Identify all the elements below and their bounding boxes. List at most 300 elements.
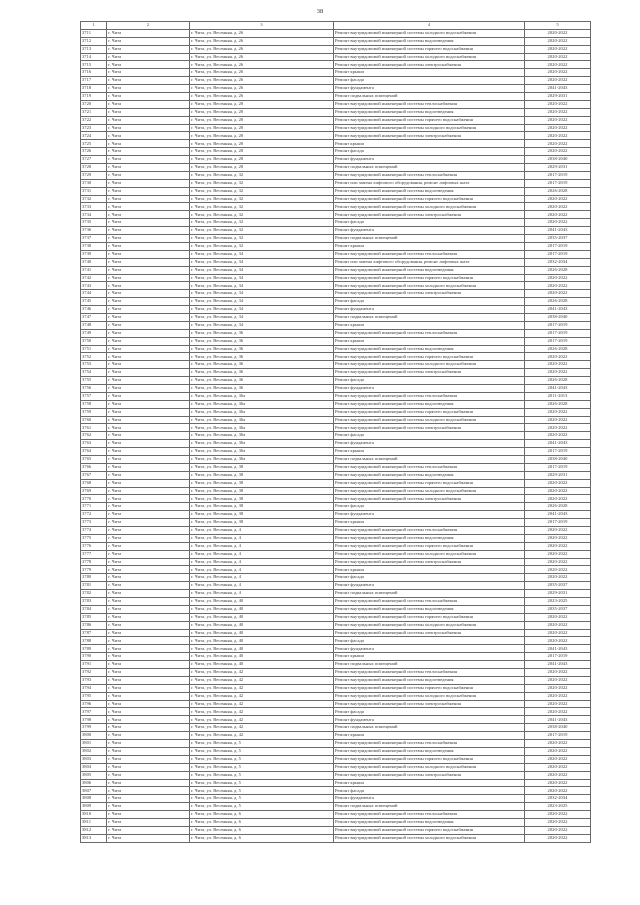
work-type-cell: Ремонт внутридомовой инженерной системы водоотведения: [334, 266, 525, 274]
row-number-cell: 3793: [81, 676, 107, 684]
municipality-cell: г. Чита: [107, 77, 190, 85]
municipality-cell: г. Чита: [107, 100, 190, 108]
municipality-cell: г. Чита: [107, 755, 190, 763]
row-number-cell: 3779: [81, 566, 107, 574]
table-row: [81, 669, 591, 677]
row-number-cell: 3727: [81, 156, 107, 164]
address-cell: г. Чита, ул. Весенняя, д. 42: [190, 724, 334, 732]
period-cell: 2020-2022: [525, 369, 591, 377]
address-cell: г. Чита, ул. Весенняя, д. 38: [190, 503, 334, 511]
table-row: [81, 629, 591, 637]
row-number-cell: 3781: [81, 582, 107, 590]
address-cell: г. Чита, ул. Весенняя, д. 40: [190, 621, 334, 629]
municipality-cell: г. Чита: [107, 527, 190, 535]
table-row: [81, 235, 591, 243]
table-row: [81, 621, 591, 629]
municipality-cell: г. Чита: [107, 211, 190, 219]
row-number-cell: 3803: [81, 755, 107, 763]
row-number-cell: 3766: [81, 463, 107, 471]
period-cell: 2041-2043: [525, 645, 591, 653]
work-type-cell: Ремонт внутридомовой инженерной системы электроснабжения: [334, 61, 525, 69]
address-cell: г. Чита, ул. Весенняя, д. 36: [190, 361, 334, 369]
table-row: [81, 448, 591, 456]
work-type-cell: Ремонт внутридомовой инженерной системы холодного водоснабжения: [334, 550, 525, 558]
table-row: [81, 637, 591, 645]
period-cell: 2017-2019: [525, 250, 591, 258]
table-row: [81, 440, 591, 448]
address-cell: г. Чита, ул. Весенняя, д. 42: [190, 700, 334, 708]
row-number-cell: 3780: [81, 574, 107, 582]
period-cell: 2026-2028: [525, 377, 591, 385]
table-row: [81, 306, 591, 314]
table-row: [81, 503, 591, 511]
period-cell: 2020-2022: [525, 487, 591, 495]
period-cell: 2026-2028: [525, 298, 591, 306]
address-cell: г. Чита, ул. Весенняя, д. 34: [190, 290, 334, 298]
address-cell: г. Чита, ул. Весенняя, д. 5: [190, 755, 334, 763]
address-cell: г. Чита, ул. Весенняя, д. 36а: [190, 448, 334, 456]
work-type-cell: Ремонт внутридомовой инженерной системы холодного водоснабжения: [334, 487, 525, 495]
work-type-cell: Ремонт внутридомовой инженерной системы водоотведения: [334, 108, 525, 116]
work-type-cell: Ремонт подвальных помещений: [334, 235, 525, 243]
municipality-cell: г. Чита: [107, 629, 190, 637]
period-cell: 2017-2019: [525, 463, 591, 471]
row-number-cell: 3711: [81, 29, 107, 37]
table-row: [81, 116, 591, 124]
municipality-cell: г. Чита: [107, 424, 190, 432]
municipality-cell: г. Чита: [107, 156, 190, 164]
work-type-cell: Ремонт внутридомовой инженерной системы теплоснабжения: [334, 392, 525, 400]
municipality-cell: г. Чита: [107, 771, 190, 779]
address-cell: г. Чита, ул. Весенняя, д. 36: [190, 329, 334, 337]
address-cell: г. Чита, ул. Весенняя, д. 28: [190, 156, 334, 164]
work-type-cell: Ремонт фасада: [334, 708, 525, 716]
address-cell: г. Чита, ул. Весенняя, д. 38: [190, 519, 334, 527]
table-row: [81, 755, 591, 763]
municipality-cell: г. Чита: [107, 353, 190, 361]
address-cell: г. Чита, ул. Весенняя, д. 4: [190, 574, 334, 582]
table-row: [81, 590, 591, 598]
period-cell: 2020-2022: [525, 550, 591, 558]
period-cell: 2020-2022: [525, 755, 591, 763]
address-cell: г. Чита, ул. Весенняя, д. 5: [190, 795, 334, 803]
address-cell: г. Чита, ул. Весенняя, д. 42: [190, 732, 334, 740]
row-number-cell: 3718: [81, 85, 107, 93]
table-row: [81, 77, 591, 85]
period-cell: 2041-2043: [525, 440, 591, 448]
period-cell: 2035-2037: [525, 582, 591, 590]
period-cell: 2038-2040: [525, 313, 591, 321]
period-cell: 2020-2022: [525, 108, 591, 116]
column-number-3: 3: [190, 22, 334, 30]
municipality-cell: г. Чита: [107, 732, 190, 740]
work-type-cell: Ремонт внутридомовой инженерной системы электроснабжения: [334, 771, 525, 779]
work-type-cell: Ремонт внутридомовой инженерной системы холодного водоснабжения: [334, 29, 525, 37]
address-cell: г. Чита, ул. Весенняя, д. 32: [190, 211, 334, 219]
work-type-cell: Ремонт внутридомовой инженерной системы водоотведения: [334, 747, 525, 755]
table-row: [81, 795, 591, 803]
work-type-cell: Ремонт фундамента: [334, 306, 525, 314]
period-cell: 2041-2043: [525, 511, 591, 519]
work-type-cell: Ремонт внутридомовой инженерной системы электроснабжения: [334, 629, 525, 637]
table-row: [81, 392, 591, 400]
period-cell: 2020-2022: [525, 740, 591, 748]
period-cell: 2041-2043: [525, 85, 591, 93]
address-cell: г. Чита, ул. Весенняя, д. 36а: [190, 392, 334, 400]
table-row: [81, 53, 591, 61]
row-number-cell: 3813: [81, 834, 107, 842]
work-type-cell: Ремонт внутридомовой инженерной системы электроснабжения: [334, 290, 525, 298]
table-row: [81, 692, 591, 700]
work-type-cell: Ремонт внутридомовой инженерной системы теплоснабжения: [334, 527, 525, 535]
address-cell: г. Чита, ул. Весенняя, д. 38: [190, 471, 334, 479]
municipality-cell: г. Чита: [107, 85, 190, 93]
work-type-cell: Ремонт внутридомовой инженерной системы горячего водоснабжения: [334, 542, 525, 550]
work-type-cell: Ремонт внутридомовой инженерной системы холодного водоснабжения: [334, 361, 525, 369]
address-cell: г. Чита, ул. Весенняя, д. 32: [190, 179, 334, 187]
table-row: [81, 211, 591, 219]
period-cell: 2029-2031: [525, 471, 591, 479]
row-number-cell: 3784: [81, 605, 107, 613]
period-cell: 2032-2034: [525, 258, 591, 266]
period-cell: 2026-2028: [525, 503, 591, 511]
table-row: [81, 613, 591, 621]
work-type-cell: Ремонт подвальных помещений: [334, 724, 525, 732]
table-row: [81, 534, 591, 542]
row-number-cell: 3801: [81, 740, 107, 748]
table-row: [81, 684, 591, 692]
municipality-cell: г. Чита: [107, 495, 190, 503]
address-cell: г. Чита, ул. Весенняя, д. 42: [190, 692, 334, 700]
period-cell: 2023-2025: [525, 598, 591, 606]
period-cell: 2017-2019: [525, 171, 591, 179]
table-row: [81, 329, 591, 337]
row-number-cell: 3716: [81, 69, 107, 77]
period-cell: 2017-2019: [525, 448, 591, 456]
work-type-cell: Ремонт фундамента: [334, 440, 525, 448]
address-cell: г. Чита, ул. Весенняя, д. 40: [190, 661, 334, 669]
municipality-cell: г. Чита: [107, 140, 190, 148]
work-type-cell: Ремонт крыши: [334, 732, 525, 740]
row-number-cell: 3739: [81, 250, 107, 258]
table-row: [81, 598, 591, 606]
work-type-cell: Ремонт фундамента: [334, 227, 525, 235]
work-type-cell: Ремонт внутридомовой инженерной системы водоотведения: [334, 400, 525, 408]
address-cell: г. Чита, ул. Весенняя, д. 34: [190, 298, 334, 306]
work-type-cell: Ремонт внутридомовой инженерной системы электроснабжения: [334, 132, 525, 140]
work-type-cell: Ремонт внутридомовой инженерной системы холодного водоснабжения: [334, 834, 525, 842]
table-row: [81, 345, 591, 353]
table-row: [81, 803, 591, 811]
address-cell: г. Чита, ул. Весенняя, д. 36: [190, 345, 334, 353]
table-row: [81, 732, 591, 740]
period-cell: 2020-2022: [525, 621, 591, 629]
work-type-cell: Ремонт внутридомовой инженерной системы теплоснабжения: [334, 463, 525, 471]
row-number-cell: 3749: [81, 329, 107, 337]
address-cell: г. Чита, ул. Весенняя, д. 5: [190, 779, 334, 787]
municipality-cell: г. Чита: [107, 282, 190, 290]
period-cell: 2020-2022: [525, 29, 591, 37]
work-type-cell: Ремонт внутридомовой инженерной системы холодного водоснабжения: [334, 203, 525, 211]
period-cell: 2020-2022: [525, 408, 591, 416]
period-cell: 2020-2022: [525, 432, 591, 440]
work-type-cell: Ремонт внутридомовой инженерной системы горячего водоснабжения: [334, 353, 525, 361]
period-cell: 2020-2022: [525, 637, 591, 645]
municipality-cell: г. Чита: [107, 440, 190, 448]
municipality-cell: г. Чита: [107, 171, 190, 179]
work-type-cell: Ремонт крыши: [334, 321, 525, 329]
address-cell: г. Чита, ул. Весенняя, д. 4: [190, 590, 334, 598]
municipality-cell: г. Чита: [107, 574, 190, 582]
row-number-cell: 3791: [81, 661, 107, 669]
period-cell: 2020-2022: [525, 124, 591, 132]
period-cell: 2017-2019: [525, 321, 591, 329]
table-row: [81, 834, 591, 842]
table-row: [81, 242, 591, 250]
work-type-cell: Ремонт подвальных помещений: [334, 313, 525, 321]
work-type-cell: Ремонт внутридомовой инженерной системы теплоснабжения: [334, 329, 525, 337]
work-type-cell: Ремонт или замена лифтового оборудования, ремонт лифтовых шахт: [334, 258, 525, 266]
table-row: [81, 156, 591, 164]
work-type-cell: Ремонт фундамента: [334, 511, 525, 519]
period-cell: 2020-2022: [525, 203, 591, 211]
work-type-cell: Ремонт фасада: [334, 77, 525, 85]
table-row: [81, 826, 591, 834]
work-type-cell: Ремонт внутридомовой инженерной системы холодного водоснабжения: [334, 692, 525, 700]
municipality-cell: г. Чита: [107, 779, 190, 787]
period-cell: 2020-2022: [525, 132, 591, 140]
period-cell: 2020-2022: [525, 826, 591, 834]
row-number-cell: 3771: [81, 503, 107, 511]
municipality-cell: г. Чита: [107, 384, 190, 392]
table-row: [81, 645, 591, 653]
address-cell: г. Чита, ул. Весенняя, д. 34: [190, 313, 334, 321]
municipality-cell: г. Чита: [107, 471, 190, 479]
municipality-cell: г. Чита: [107, 290, 190, 298]
period-cell: 2029-2031: [525, 164, 591, 172]
row-number-cell: 3798: [81, 716, 107, 724]
municipality-cell: г. Чита: [107, 69, 190, 77]
row-number-cell: 3728: [81, 164, 107, 172]
work-type-cell: Ремонт крыши: [334, 779, 525, 787]
municipality-cell: г. Чита: [107, 582, 190, 590]
row-number-cell: 3736: [81, 227, 107, 235]
row-number-cell: 3747: [81, 313, 107, 321]
row-number-cell: 3805: [81, 771, 107, 779]
table-body: [81, 29, 591, 842]
table-row: [81, 93, 591, 101]
row-number-cell: 3754: [81, 369, 107, 377]
table-row: [81, 779, 591, 787]
row-number-cell: 3724: [81, 132, 107, 140]
address-cell: г. Чита, ул. Весенняя, д. 6: [190, 818, 334, 826]
period-cell: 2029-2031: [525, 93, 591, 101]
work-type-cell: Ремонт крыши: [334, 337, 525, 345]
row-number-cell: 3720: [81, 100, 107, 108]
address-cell: г. Чита, ул. Весенняя, д. 40: [190, 605, 334, 613]
municipality-cell: г. Чита: [107, 306, 190, 314]
table-row: [81, 400, 591, 408]
table-row: [81, 171, 591, 179]
row-number-cell: 3774: [81, 527, 107, 535]
period-cell: 2020-2022: [525, 779, 591, 787]
row-number-cell: 3763: [81, 440, 107, 448]
address-cell: г. Чита, ул. Весенняя, д. 34: [190, 266, 334, 274]
table-row: [81, 747, 591, 755]
period-cell: 2026-2028: [525, 345, 591, 353]
work-type-cell: Ремонт фундамента: [334, 384, 525, 392]
work-type-cell: Ремонт фасада: [334, 503, 525, 511]
work-type-cell: Ремонт крыши: [334, 140, 525, 148]
work-type-cell: Ремонт внутридомовой инженерной системы теплоснабжения: [334, 250, 525, 258]
address-cell: г. Чита, ул. Весенняя, д. 5: [190, 763, 334, 771]
work-type-cell: Ремонт внутридомовой инженерной системы водоотведения: [334, 534, 525, 542]
table-row: [81, 124, 591, 132]
work-type-cell: Ремонт фундамента: [334, 716, 525, 724]
row-number-cell: 3811: [81, 818, 107, 826]
period-cell: 2020-2022: [525, 282, 591, 290]
table-row: [81, 61, 591, 69]
period-cell: 2020-2022: [525, 811, 591, 819]
municipality-cell: г. Чита: [107, 621, 190, 629]
municipality-cell: г. Чита: [107, 558, 190, 566]
municipality-cell: г. Чита: [107, 369, 190, 377]
address-cell: г. Чита, ул. Весенняя, д. 38: [190, 495, 334, 503]
period-cell: 2020-2022: [525, 353, 591, 361]
municipality-cell: г. Чита: [107, 463, 190, 471]
row-number-cell: 3778: [81, 558, 107, 566]
table-row: [81, 140, 591, 148]
address-cell: г. Чита, ул. Весенняя, д. 32: [190, 171, 334, 179]
municipality-cell: г. Чита: [107, 787, 190, 795]
municipality-cell: г. Чита: [107, 124, 190, 132]
row-number-cell: 3782: [81, 590, 107, 598]
row-number-cell: 3795: [81, 692, 107, 700]
municipality-cell: г. Чита: [107, 613, 190, 621]
municipality-cell: г. Чита: [107, 148, 190, 156]
address-cell: г. Чита, ул. Весенняя, д. 26: [190, 37, 334, 45]
table-row: [81, 45, 591, 53]
period-cell: 2020-2022: [525, 211, 591, 219]
municipality-cell: г. Чита: [107, 566, 190, 574]
row-number-cell: 3723: [81, 124, 107, 132]
row-number-cell: 3776: [81, 542, 107, 550]
table-row: [81, 708, 591, 716]
table-row: [81, 787, 591, 795]
period-cell: 2020-2022: [525, 495, 591, 503]
municipality-cell: г. Чита: [107, 826, 190, 834]
municipality-cell: г. Чита: [107, 203, 190, 211]
table-row: [81, 258, 591, 266]
table-row: [81, 542, 591, 550]
period-cell: 2023-2025: [525, 803, 591, 811]
table-row: [81, 432, 591, 440]
row-number-cell: 3802: [81, 747, 107, 755]
table-row: [81, 724, 591, 732]
address-cell: г. Чита, ул. Весенняя, д. 28: [190, 132, 334, 140]
row-number-cell: 3806: [81, 779, 107, 787]
table-row: [81, 250, 591, 258]
work-type-cell: Ремонт внутридомовой инженерной системы горячего водоснабжения: [334, 116, 525, 124]
row-number-cell: 3772: [81, 511, 107, 519]
address-cell: г. Чита, ул. Весенняя, д. 4: [190, 534, 334, 542]
work-type-cell: Ремонт фундамента: [334, 645, 525, 653]
row-number-cell: 3737: [81, 235, 107, 243]
row-number-cell: 3760: [81, 416, 107, 424]
row-number-cell: 3729: [81, 171, 107, 179]
address-cell: г. Чита, ул. Весенняя, д. 5: [190, 787, 334, 795]
row-number-cell: 3753: [81, 361, 107, 369]
address-cell: г. Чита, ул. Весенняя, д. 26: [190, 77, 334, 85]
municipality-cell: г. Чита: [107, 392, 190, 400]
work-type-cell: Ремонт крыши: [334, 69, 525, 77]
period-cell: 2020-2022: [525, 100, 591, 108]
period-cell: 2035-2037: [525, 235, 591, 243]
table-row: [81, 377, 591, 385]
period-cell: 2020-2022: [525, 558, 591, 566]
work-type-cell: Ремонт внутридомовой инженерной системы горячего водоснабжения: [334, 826, 525, 834]
period-cell: 2017-2019: [525, 179, 591, 187]
work-type-cell: Ремонт крыши: [334, 242, 525, 250]
work-type-cell: Ремонт фасада: [334, 637, 525, 645]
municipality-cell: г. Чита: [107, 266, 190, 274]
municipality-cell: г. Чита: [107, 519, 190, 527]
municipality-cell: г. Чита: [107, 724, 190, 732]
municipality-cell: г. Чита: [107, 258, 190, 266]
address-cell: г. Чита, ул. Весенняя, д. 4: [190, 550, 334, 558]
municipality-cell: г. Чита: [107, 432, 190, 440]
municipality-cell: г. Чита: [107, 653, 190, 661]
address-cell: г. Чита, ул. Весенняя, д. 6: [190, 811, 334, 819]
municipality-cell: г. Чита: [107, 313, 190, 321]
table-row: [81, 132, 591, 140]
work-type-cell: Ремонт фасада: [334, 219, 525, 227]
municipality-cell: г. Чита: [107, 740, 190, 748]
row-number-cell: 3715: [81, 61, 107, 69]
period-cell: 2029-2031: [525, 590, 591, 598]
municipality-cell: г. Чита: [107, 542, 190, 550]
municipality-cell: г. Чита: [107, 700, 190, 708]
address-cell: г. Чита, ул. Весенняя, д. 36: [190, 377, 334, 385]
address-cell: г. Чита, ул. Весенняя, д. 32: [190, 227, 334, 235]
address-cell: г. Чита, ул. Весенняя, д. 32: [190, 235, 334, 243]
municipality-cell: г. Чита: [107, 803, 190, 811]
row-number-cell: 3769: [81, 487, 107, 495]
address-cell: г. Чита, ул. Весенняя, д. 26: [190, 93, 334, 101]
column-number-4: 4: [334, 22, 525, 30]
period-cell: 2017-2019: [525, 519, 591, 527]
work-type-cell: Ремонт внутридомовой инженерной системы теплоснабжения: [334, 100, 525, 108]
municipality-cell: г. Чита: [107, 795, 190, 803]
row-number-cell: 3755: [81, 377, 107, 385]
table-row: [81, 313, 591, 321]
municipality-cell: г. Чита: [107, 274, 190, 282]
address-cell: г. Чита, ул. Весенняя, д. 36: [190, 384, 334, 392]
municipality-cell: г. Чита: [107, 408, 190, 416]
work-type-cell: Ремонт внутридомовой инженерной системы водоотведения: [334, 471, 525, 479]
table-row: [81, 574, 591, 582]
period-cell: 2020-2022: [525, 684, 591, 692]
row-number-cell: 3731: [81, 187, 107, 195]
address-cell: г. Чита, ул. Весенняя, д. 36а: [190, 424, 334, 432]
municipality-cell: г. Чита: [107, 179, 190, 187]
table-row: [81, 290, 591, 298]
address-cell: г. Чита, ул. Весенняя, д. 32: [190, 203, 334, 211]
municipality-cell: г. Чита: [107, 684, 190, 692]
table-row: [81, 227, 591, 235]
work-type-cell: Ремонт крыши: [334, 566, 525, 574]
municipality-cell: г. Чита: [107, 598, 190, 606]
